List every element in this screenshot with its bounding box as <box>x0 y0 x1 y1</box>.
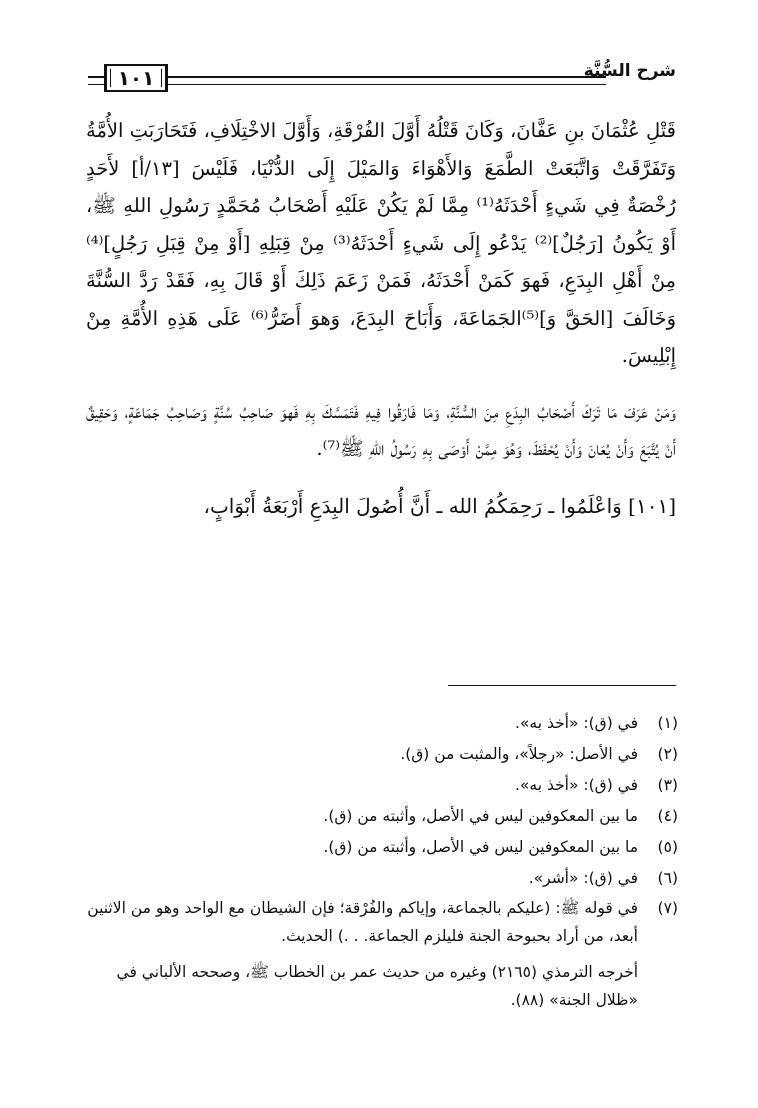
running-header <box>88 58 676 92</box>
page-number: ١٠١ <box>104 64 168 92</box>
footnote-number: (١) <box>657 714 678 732</box>
footnote-number: (٣) <box>657 776 678 794</box>
footnote-number: (٤) <box>657 807 678 825</box>
footnote-number: (٧) <box>657 899 678 917</box>
paragraph-1: قَتْلِ عُثْمَانَ بنِ عَفَّانَ، وَكَانَ قَتْلُهُ أَوَّلَ الفُرْقَةِ، وَأَوَّلَ الاخْتِلَافِ، فَتَحَارَبَتِ الأُمَّةُ وَتَفَرَّقَتْ وَاتَّبَعَتْ الطَّمَعَ وَالأَهْوَاءَ وَالمَيْلَ إِلَى الدُّنْيَا، فَلَيْسَ [١٣/أ] لأَحَدٍ رُخْصَةٌ فِي شَيءٍ أَحْدَثَهُ⁽¹⁾ مِمَّا لَمْ يَكُنْ عَلَيْهِ أَصْحَابُ مُحَمَّدٍ رَسُولِ اللهِ ﷺ، أَوْ يَكُونُ [رَجُلٌ]⁽²⁾ يَدْعُو إِلَى شَيءٍ أَحْدَثَهُ⁽³⁾ مِنْ قِبَلِهِ [أَوْ مِنْ قِبَلِ رَجُلٍ]⁽⁴⁾ مِنْ أَهْلِ البِدَعِ، فَهوَ كَمَنْ أَحْدَثَهُ، فَمَنْ زَعَمَ ذَلِكَ أَوْ قَالَ بِهِ، فَقَدْ رَدَّ السُّنَّةَ وَخَالَفَ [الحَقَّ وَ]⁽⁵⁾الجَمَاعَةَ، وَأَبَاحَ البِدَعَ، وَهوَ أَضَرُّ⁽⁶⁾ عَلَى هَذِهِ الأُمَّةِ مِنْ إِبْلِيسَ. <box>86 119 677 367</box>
footnote-text: في (ق): «أخذ به». <box>515 714 638 732</box>
footnote-text: ما بين المعكوفين ليس في الأصل، وأثبته من (ق). <box>323 807 638 825</box>
paragraph-2: وَمَنْ عَرَفَ مَا تَرَكَ أَصْحَابُ البِدَعِ مِنَ السُّنَّةِ، وَمَا فَارَقُوا فِيهِ فَتَمَسَّكَ بِهِ فَهوَ صَاحِبُ سُنَّةٍ وَصَاحِبُ جَمَاعَةٍ، وَحَقِيقٌ أَنْ يُتَّبَعَ وَأَنْ يُعَانَ وَأَنْ يُحْفَظَ، وَهُوَ مِمَّنْ أَوْصَى بِهِ رَسُولُ اللهِ ﷺ⁽⁷⁾. <box>86 399 676 460</box>
footnote-7-takhrij: أخرجه الترمذي (٢١٦٥) وغيره من حديث عمر بن الخطاب ﷺ، وصححه الألباني في «ظلال الجنة» (٨٨). <box>116 963 638 1009</box>
footnote-5 <box>86 832 678 863</box>
footnote-3 <box>86 770 678 801</box>
main-text <box>86 112 676 525</box>
footnote-text: في (ق): «أشر». <box>528 869 638 887</box>
header-title: شرح السُّنَّة <box>583 61 676 81</box>
footnote-text: ما بين المعكوفين ليس في الأصل، وأثبته من (ق). <box>323 838 638 856</box>
footnote-7 <box>86 894 678 950</box>
footnote-number: (٢) <box>657 745 678 763</box>
footnote-4 <box>86 801 678 832</box>
footnote-6 <box>86 863 678 894</box>
footnote-number: (٥) <box>657 838 678 856</box>
footnote-text: في (ق): «أخذ به». <box>515 776 638 794</box>
footnotes <box>86 708 678 1014</box>
footnote-text: في الأصل: «رجلاً»، والمثبت من (ق). <box>400 745 638 763</box>
footnote-number: (٦) <box>657 869 678 887</box>
footnote-1 <box>86 708 678 739</box>
footnote-divider <box>448 685 676 686</box>
footnote-text: في قوله ﷺ: (عليكم بالجماعة، وإياكم والفُرْقة؛ فإن الشيطان مع الواحد وهو من الاثنين أبعد، من أراد بحبوحة الجنة فليلزم الجماعة. . .) الحديث. <box>87 899 638 945</box>
footnote-2 <box>86 739 678 770</box>
paragraph-3: [١٠١] وَاعْلَمُوا ـ رَحِمَكُمُ الله ـ أَنَّ أُصُولَ البِدَعِ أَرْبَعَةُ أَبْوَابٍ، <box>203 493 676 518</box>
